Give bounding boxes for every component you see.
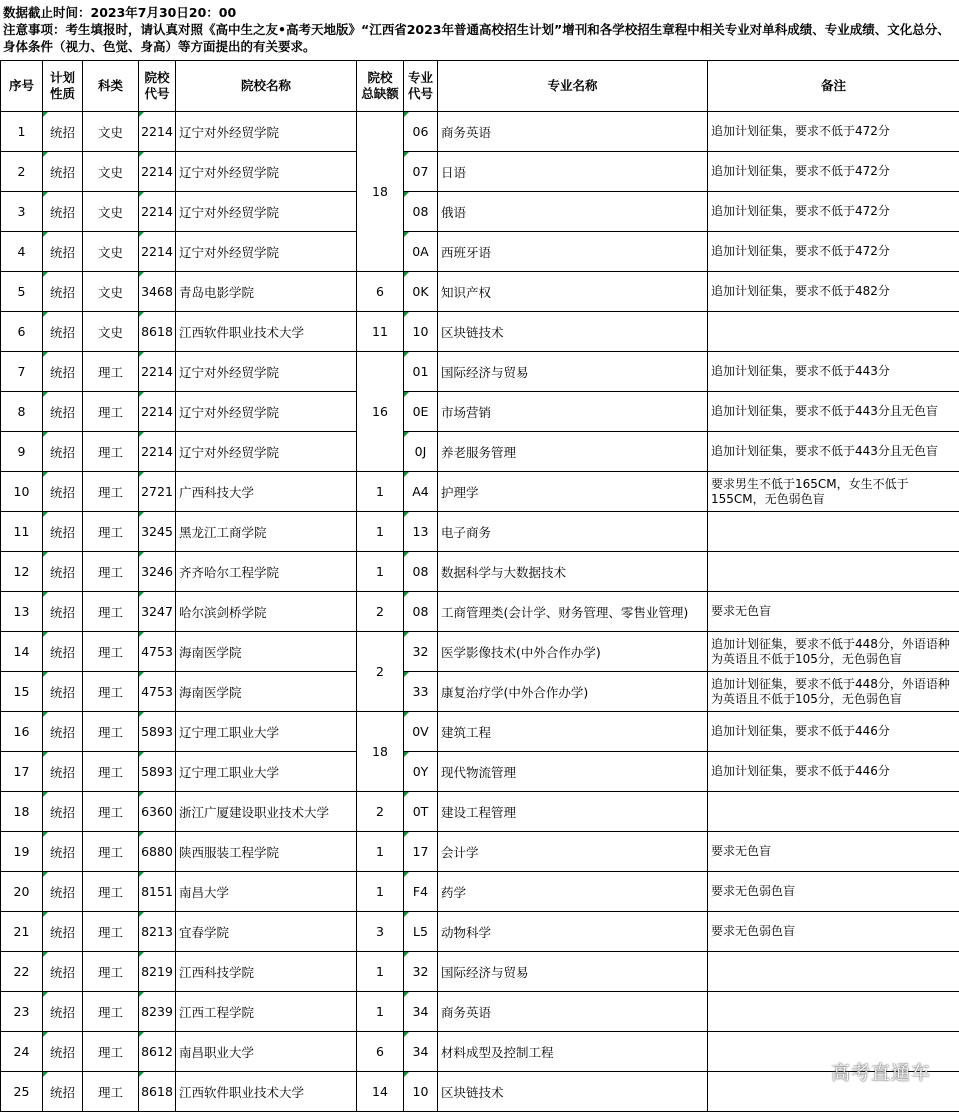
cell-no: 20 — [1, 872, 43, 912]
table-row — [1, 352, 959, 392]
cell-school-code: 2214 — [139, 192, 176, 232]
cell-note: 要求无色盲 — [708, 592, 959, 632]
cell-major-code: 33 — [404, 672, 438, 712]
cell-major-code: 01 — [404, 352, 438, 392]
cell-major-code: 32 — [404, 632, 438, 672]
document-header — [3, 4, 955, 55]
cell-school-name: 南昌大学 — [176, 872, 357, 912]
cell-school-code: 5893 — [139, 752, 176, 792]
cell-no: 2 — [1, 152, 43, 192]
cell-major-name: 动物科学 — [438, 912, 708, 952]
cell-school-name: 辽宁理工职业大学 — [176, 712, 357, 752]
cell-note — [708, 992, 959, 1032]
cell-vacancy: 1 — [357, 552, 404, 592]
cell-no: 19 — [1, 832, 43, 872]
cell-school-code: 5893 — [139, 712, 176, 752]
cell-school-name: 辽宁对外经贸学院 — [176, 352, 357, 392]
cell-no: 16 — [1, 712, 43, 752]
cell-plan: 统招 — [43, 872, 83, 912]
cell-vacancy: 2 — [357, 792, 404, 832]
cell-vacancy: 16 — [357, 352, 404, 472]
cell-major-name: 日语 — [438, 152, 708, 192]
cell-major-name: 材料成型及控制工程 — [438, 1032, 708, 1072]
table-row — [1, 632, 959, 672]
cell-category: 理工 — [83, 352, 139, 392]
cell-no: 6 — [1, 312, 43, 352]
cell-category: 文史 — [83, 112, 139, 152]
header-category: 科类 — [83, 61, 139, 112]
cell-vacancy: 3 — [357, 912, 404, 952]
header-plan: 计划 性质 — [43, 61, 83, 112]
cell-major-name: 养老服务管理 — [438, 432, 708, 472]
cell-school-name: 青岛电影学院 — [176, 272, 357, 312]
cell-school-code: 2721 — [139, 472, 176, 512]
cell-school-code: 8213 — [139, 912, 176, 952]
table-row — [1, 112, 959, 152]
cell-note: 追加计划征集，要求不低于472分 — [708, 112, 959, 152]
cell-school-name: 浙江广厦建设职业技术大学 — [176, 792, 357, 832]
cell-school-code: 8219 — [139, 952, 176, 992]
cell-major-code: 17 — [404, 832, 438, 872]
cell-plan: 统招 — [43, 632, 83, 672]
watermark: 高考直通车 — [830, 1062, 931, 1084]
cell-major-code: A4 — [404, 472, 438, 512]
cell-major-name: 医学影像技术(中外合作办学) — [438, 632, 708, 672]
table-row — [1, 472, 959, 512]
cell-plan: 统招 — [43, 112, 83, 152]
cell-school-name: 哈尔滨剑桥学院 — [176, 592, 357, 632]
cell-vacancy: 2 — [357, 592, 404, 632]
cell-school-code: 2214 — [139, 152, 176, 192]
cell-plan: 统招 — [43, 272, 83, 312]
cell-vacancy: 6 — [357, 272, 404, 312]
cell-category: 理工 — [83, 1032, 139, 1072]
cell-no: 25 — [1, 1072, 43, 1112]
cell-major-code: 06 — [404, 112, 438, 152]
cell-note — [708, 952, 959, 992]
cell-school-name: 海南医学院 — [176, 672, 357, 712]
cell-no: 22 — [1, 952, 43, 992]
cell-note: 要求无色弱色盲 — [708, 912, 959, 952]
cell-major-name: 康复治疗学(中外合作办学) — [438, 672, 708, 712]
table-row — [1, 792, 959, 832]
table-row — [1, 512, 959, 552]
cell-major-name: 建设工程管理 — [438, 792, 708, 832]
cell-school-name: 辽宁理工职业大学 — [176, 752, 357, 792]
cell-school-code: 3247 — [139, 592, 176, 632]
cell-vacancy: 18 — [357, 112, 404, 272]
header-major: 专业名称 — [438, 61, 708, 112]
header-major-code: 专业 代号 — [404, 61, 438, 112]
cell-school-name: 广西科技大学 — [176, 472, 357, 512]
cell-plan: 统招 — [43, 1032, 83, 1072]
cell-plan: 统招 — [43, 352, 83, 392]
cell-plan: 统招 — [43, 952, 83, 992]
cell-plan: 统招 — [43, 832, 83, 872]
cell-major-code: 0Y — [404, 752, 438, 792]
cell-school-code: 2214 — [139, 112, 176, 152]
cell-plan: 统招 — [43, 912, 83, 952]
cell-school-name: 宜春学院 — [176, 912, 357, 952]
cell-no: 10 — [1, 472, 43, 512]
cell-major-code: 13 — [404, 512, 438, 552]
cell-note: 追加计划征集，要求不低于472分 — [708, 152, 959, 192]
header-code: 院校 代号 — [139, 61, 176, 112]
cell-major-name: 市场营销 — [438, 392, 708, 432]
cell-plan: 统招 — [43, 592, 83, 632]
cell-plan: 统招 — [43, 752, 83, 792]
cell-category: 理工 — [83, 712, 139, 752]
cell-category: 理工 — [83, 552, 139, 592]
cell-school-code: 2214 — [139, 432, 176, 472]
cell-major-code: 07 — [404, 152, 438, 192]
cell-major-code: 0T — [404, 792, 438, 832]
cell-plan: 统招 — [43, 392, 83, 432]
cell-school-code: 4753 — [139, 672, 176, 712]
cell-major-code: 0V — [404, 712, 438, 752]
cell-plan: 统招 — [43, 432, 83, 472]
header-note: 备注 — [708, 61, 959, 112]
cell-school-name: 齐齐哈尔工程学院 — [176, 552, 357, 592]
cell-plan: 统招 — [43, 1072, 83, 1112]
cell-plan: 统招 — [43, 192, 83, 232]
cell-no: 3 — [1, 192, 43, 232]
table-row — [1, 992, 959, 1032]
cell-vacancy: 1 — [357, 512, 404, 552]
cell-category: 文史 — [83, 152, 139, 192]
cell-note: 追加计划征集，要求不低于443分 — [708, 352, 959, 392]
cell-category: 理工 — [83, 872, 139, 912]
cell-note: 要求无色盲 — [708, 832, 959, 872]
cell-school-name: 辽宁对外经贸学院 — [176, 432, 357, 472]
cell-note: 追加计划征集，要求不低于448分，外语语种为英语且不低于105分，无色弱色盲 — [708, 632, 959, 672]
cell-major-code: 34 — [404, 1032, 438, 1072]
cell-category: 理工 — [83, 992, 139, 1032]
cell-note: 追加计划征集，要求不低于482分 — [708, 272, 959, 312]
table-body — [1, 112, 959, 1112]
cell-note: 追加计划征集，要求不低于448分，外语语种为英语且不低于105分，无色弱色盲 — [708, 672, 959, 712]
cell-plan: 统招 — [43, 792, 83, 832]
cell-plan: 统招 — [43, 312, 83, 352]
cell-school-code: 8618 — [139, 312, 176, 352]
cell-note: 追加计划征集，要求不低于446分 — [708, 752, 959, 792]
cell-major-name: 现代物流管理 — [438, 752, 708, 792]
cell-school-code: 2214 — [139, 232, 176, 272]
table-row — [1, 1072, 959, 1112]
cell-school-name: 辽宁对外经贸学院 — [176, 392, 357, 432]
cell-category: 文史 — [83, 312, 139, 352]
header-school: 院校名称 — [176, 61, 357, 112]
table-row — [1, 392, 959, 432]
table-row — [1, 1032, 959, 1072]
cell-major-code: 08 — [404, 552, 438, 592]
cell-vacancy: 1 — [357, 872, 404, 912]
cell-school-code: 8239 — [139, 992, 176, 1032]
cell-major-name: 俄语 — [438, 192, 708, 232]
cell-major-code: 08 — [404, 192, 438, 232]
cell-vacancy: 2 — [357, 632, 404, 712]
cell-school-code: 4753 — [139, 632, 176, 672]
cell-major-code: 0K — [404, 272, 438, 312]
table-row — [1, 672, 959, 712]
cell-school-code: 8151 — [139, 872, 176, 912]
table-row — [1, 912, 959, 952]
cell-no: 15 — [1, 672, 43, 712]
cell-no: 18 — [1, 792, 43, 832]
cell-major-name: 会计学 — [438, 832, 708, 872]
cell-major-code: 08 — [404, 592, 438, 632]
table-row — [1, 712, 959, 752]
cell-no: 9 — [1, 432, 43, 472]
cell-category: 理工 — [83, 1072, 139, 1112]
cell-major-name: 电子商务 — [438, 512, 708, 552]
cell-school-code: 6880 — [139, 832, 176, 872]
cell-major-name: 数据科学与大数据技术 — [438, 552, 708, 592]
table-row — [1, 272, 959, 312]
table-row — [1, 432, 959, 472]
cell-category: 理工 — [83, 792, 139, 832]
table-row — [1, 192, 959, 232]
cell-major-name: 西班牙语 — [438, 232, 708, 272]
cell-major-code: 10 — [404, 1072, 438, 1112]
cell-school-name: 辽宁对外经贸学院 — [176, 112, 357, 152]
cell-plan: 统招 — [43, 472, 83, 512]
cell-note: 要求男生不低于165CM，女生不低于155CM，无色弱色盲 — [708, 472, 959, 512]
header-vacancy: 院校 总缺额 — [357, 61, 404, 112]
cell-category: 文史 — [83, 272, 139, 312]
cell-no: 12 — [1, 552, 43, 592]
cell-no: 17 — [1, 752, 43, 792]
cell-plan: 统招 — [43, 672, 83, 712]
cell-note: 追加计划征集，要求不低于446分 — [708, 712, 959, 752]
table-header-row — [1, 61, 959, 112]
cell-major-name: 商务英语 — [438, 112, 708, 152]
cell-no: 13 — [1, 592, 43, 632]
cell-category: 理工 — [83, 752, 139, 792]
cell-no: 14 — [1, 632, 43, 672]
cell-major-code: 0A — [404, 232, 438, 272]
cell-major-code: F4 — [404, 872, 438, 912]
cell-school-name: 江西软件职业技术大学 — [176, 312, 357, 352]
cell-note — [708, 312, 959, 352]
table-row — [1, 832, 959, 872]
cell-major-name: 护理学 — [438, 472, 708, 512]
cell-note — [708, 552, 959, 592]
cell-major-name: 国际经济与贸易 — [438, 352, 708, 392]
table-row — [1, 752, 959, 792]
table-row — [1, 552, 959, 592]
cell-plan: 统招 — [43, 232, 83, 272]
cell-school-name: 陕西服装工程学院 — [176, 832, 357, 872]
cell-no: 11 — [1, 512, 43, 552]
table-row — [1, 152, 959, 192]
cell-category: 理工 — [83, 472, 139, 512]
cell-major-code: 32 — [404, 952, 438, 992]
cell-category: 理工 — [83, 392, 139, 432]
cell-note: 要求无色弱色盲 — [708, 872, 959, 912]
cell-category: 理工 — [83, 632, 139, 672]
cell-no: 5 — [1, 272, 43, 312]
cell-no: 4 — [1, 232, 43, 272]
cell-note: 追加计划征集，要求不低于472分 — [708, 232, 959, 272]
table-row — [1, 952, 959, 992]
cell-plan: 统招 — [43, 152, 83, 192]
cell-category: 理工 — [83, 952, 139, 992]
table-row — [1, 232, 959, 272]
cell-note: 追加计划征集，要求不低于472分 — [708, 192, 959, 232]
notice-text: 注意事项：考生填报时，请认真对照《高中生之友•高考天地版》“江西省2023年普通高校招生计划”增刊和各学校招生章程中相关专业对单科成绩、专业成绩、文化总分、身体条件（视力、色觉、身高）等方面提出的有关要求。 — [3, 22, 950, 54]
cell-major-name: 国际经济与贸易 — [438, 952, 708, 992]
cell-school-name: 辽宁对外经贸学院 — [176, 192, 357, 232]
cell-note — [708, 512, 959, 552]
cell-major-name: 知识产权 — [438, 272, 708, 312]
cell-school-name: 江西软件职业技术大学 — [176, 1072, 357, 1112]
cell-no: 7 — [1, 352, 43, 392]
cell-school-code: 2214 — [139, 392, 176, 432]
cell-category: 文史 — [83, 192, 139, 232]
cell-vacancy: 1 — [357, 952, 404, 992]
cell-plan: 统招 — [43, 552, 83, 592]
cell-category: 文史 — [83, 232, 139, 272]
cell-vacancy: 1 — [357, 992, 404, 1032]
cell-school-code: 3245 — [139, 512, 176, 552]
cell-school-name: 南昌职业大学 — [176, 1032, 357, 1072]
cell-major-code: 10 — [404, 312, 438, 352]
cell-vacancy: 6 — [357, 1032, 404, 1072]
cell-no: 24 — [1, 1032, 43, 1072]
cell-category: 理工 — [83, 592, 139, 632]
table-row — [1, 312, 959, 352]
cell-category: 理工 — [83, 912, 139, 952]
cell-school-code: 8618 — [139, 1072, 176, 1112]
cell-vacancy: 18 — [357, 712, 404, 792]
cell-no: 1 — [1, 112, 43, 152]
cell-major-name: 商务英语 — [438, 992, 708, 1032]
cell-major-code: 34 — [404, 992, 438, 1032]
cell-major-name: 工商管理类(会计学、财务管理、零售业管理) — [438, 592, 708, 632]
cell-school-name: 辽宁对外经贸学院 — [176, 152, 357, 192]
cell-school-name: 江西工程学院 — [176, 992, 357, 1032]
cell-vacancy: 1 — [357, 472, 404, 512]
cell-school-name: 辽宁对外经贸学院 — [176, 232, 357, 272]
cell-vacancy: 11 — [357, 312, 404, 352]
vacancy-table — [0, 60, 959, 1112]
cell-note — [708, 792, 959, 832]
cell-plan: 统招 — [43, 712, 83, 752]
cell-category: 理工 — [83, 672, 139, 712]
cell-note: 追加计划征集，要求不低于443分且无色盲 — [708, 392, 959, 432]
cell-major-name: 药学 — [438, 872, 708, 912]
cell-no: 23 — [1, 992, 43, 1032]
cell-vacancy: 1 — [357, 832, 404, 872]
cell-major-code: L5 — [404, 912, 438, 952]
cell-category: 理工 — [83, 512, 139, 552]
table-row — [1, 592, 959, 632]
cell-school-code: 2214 — [139, 352, 176, 392]
cell-vacancy: 14 — [357, 1072, 404, 1112]
cell-category: 理工 — [83, 832, 139, 872]
cell-major-name: 区块链技术 — [438, 312, 708, 352]
cell-school-code: 8612 — [139, 1032, 176, 1072]
deadline-text: 数据截止时间：2023年7月30日20：00 — [3, 5, 237, 20]
cell-category: 理工 — [83, 432, 139, 472]
cell-school-code: 3468 — [139, 272, 176, 312]
cell-major-name: 建筑工程 — [438, 712, 708, 752]
cell-plan: 统招 — [43, 992, 83, 1032]
cell-major-code: 0J — [404, 432, 438, 472]
cell-note: 追加计划征集，要求不低于443分且无色盲 — [708, 432, 959, 472]
cell-school-name: 海南医学院 — [176, 632, 357, 672]
cell-school-code: 3246 — [139, 552, 176, 592]
table-row — [1, 872, 959, 912]
header-no: 序号 — [1, 61, 43, 112]
cell-school-code: 6360 — [139, 792, 176, 832]
cell-no: 8 — [1, 392, 43, 432]
cell-major-code: 0E — [404, 392, 438, 432]
cell-no: 21 — [1, 912, 43, 952]
cell-major-name: 区块链技术 — [438, 1072, 708, 1112]
cell-school-name: 黑龙江工商学院 — [176, 512, 357, 552]
cell-plan: 统招 — [43, 512, 83, 552]
cell-school-name: 江西科技学院 — [176, 952, 357, 992]
